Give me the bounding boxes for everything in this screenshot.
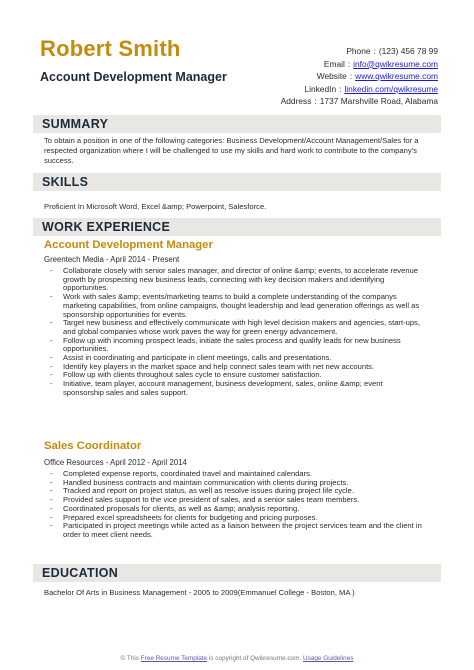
job-title: Account Development Manager <box>44 239 213 251</box>
candidate-name: Robert Smith <box>40 36 181 61</box>
contact-address: Address : 1737 Marshville Road, Alabama <box>280 96 438 107</box>
bullet-dash-icon: - <box>50 512 53 522</box>
bullet-dash-icon: - <box>50 521 53 531</box>
contact-website: Website : www.qwikresume.com <box>316 71 438 82</box>
list-item: - Provided sales support to the vice president of sales, and a senior sales team members. <box>50 495 360 505</box>
contact-block <box>228 45 438 108</box>
summary-header <box>33 115 441 133</box>
bullet-dash-icon: - <box>50 266 53 275</box>
website-link[interactable]: www.qwikresume.com <box>355 71 438 82</box>
job-title: Sales Coordinator <box>44 440 142 452</box>
bullet-dash-icon: - <box>50 361 53 371</box>
education-header <box>33 564 441 582</box>
list-item: - Coordinated proposals for clients, as well as &amp; analysis reporting. <box>50 503 300 513</box>
list-item: - Collaborate closely with senior sales manager, and director of online &amp; events, to accelerate revenue growth by prospecting new business leads, connecting with key decision makers and identifying opportunities. <box>50 266 418 293</box>
job-bullets <box>44 267 424 398</box>
list-item: - Prepared excel spreadsheets for clients for budgeting and pricing purposes. <box>50 512 318 522</box>
bullet-dash-icon: - <box>50 477 53 487</box>
candidate-title: Account Development Manager <box>40 70 227 84</box>
list-item: - Target new business and effectively communicate with high level decision makers and agencies, start-ups, and global companies whose work paves the way for green energy advancement. <box>50 318 420 336</box>
section-heading: SUMMARY <box>42 117 109 131</box>
skills-header <box>33 173 441 191</box>
address-value: 1737 Marshville Road, Alabama <box>319 96 438 107</box>
job-meta: Office Resources - April 2012 - April 2014 <box>44 458 187 467</box>
bullet-dash-icon: - <box>50 335 53 345</box>
skills-text: Proficient In Microsoft Word, Excel &amp; Powerpoint, Salesforce. <box>44 202 267 211</box>
bullet-dash-icon: - <box>50 486 53 496</box>
bullet-dash-icon: - <box>50 353 53 363</box>
bullet-dash-icon: - <box>50 370 53 380</box>
summary-text: To obtain a position in one of the following categories: Business Development/Account Management/Sales for a respected organization where I will be challenged to use my skills and hard work to contribute to the company's success. <box>44 136 419 165</box>
list-item: - Completed expense reports, coordinated travel and maintained calendars. <box>50 469 313 478</box>
bullet-dash-icon: - <box>50 469 53 478</box>
section-heading: WORK EXPERIENCE <box>42 220 171 234</box>
contact-email: Email : info@qwikresume.com <box>323 58 438 69</box>
bullet-dash-icon: - <box>50 318 53 328</box>
contact-linkedin: LinkedIn : linkedin.com/qwikresume <box>304 83 438 94</box>
list-item: - Initiative, team player, account management, business development, sales, online &amp; event sponsorship sales and sales support. <box>50 379 383 397</box>
bullet-dash-icon: - <box>50 292 53 302</box>
list-item: - Assist in coordinating and participate in client meetings, calls and presentations. <box>50 353 332 363</box>
section-heading: EDUCATION <box>42 566 119 580</box>
usage-guidelines-link[interactable]: Usage Guidelines <box>303 655 354 662</box>
list-item: - Follow up with incoming prospect leads, initiate the sales process and qualify leads for new business opportunities. <box>50 335 401 354</box>
footer: © This Free Resume Template is copyright of Qwikresume.com. Usage Guidelines <box>120 655 354 662</box>
job-bullets <box>44 470 424 540</box>
work-experience-header <box>33 218 441 236</box>
email-link[interactable]: info@qwikresume.com <box>353 58 438 69</box>
bullet-dash-icon: - <box>50 495 53 505</box>
free-resume-template-link[interactable]: Free Resume Template <box>140 655 208 662</box>
list-item: - Tracked and report on project status, as well as resolve issues during project life cycle. <box>50 486 354 496</box>
contact-phone: Phone : (123) 456 78 99 <box>346 46 438 56</box>
bullet-dash-icon: - <box>50 379 53 389</box>
job-meta: Greentech Media - April 2014 - Present <box>44 255 180 264</box>
bullet-dash-icon: - <box>50 503 53 513</box>
list-item: - Participated in project meetings while acted as a liaison between the project services team and the client in order to meet client needs. <box>50 521 422 539</box>
list-item: - Identify key players in the market space and help connect sales team with net new accounts. <box>50 361 375 371</box>
linkedin-link[interactable]: linkedin.com/qwikresume <box>344 83 438 94</box>
section-heading: SKILLS <box>42 175 89 189</box>
list-item: - Follow up with clients throughout sales cycle to ensure customer satisfaction. <box>50 370 322 380</box>
education-text: Bachelor Of Arts in Business Management - 2005 to 2009(Emmanuel College - Boston, MA ) <box>44 588 355 597</box>
list-item: - Work with sales &amp; events/marketing teams to build a complete understanding of the companys marketing capabilities, from online campaigns, thought leadership and lead generation offerings as well as sponsorship opportunities for events. <box>50 292 420 319</box>
phone-value: (123) 456 78 99 <box>378 46 438 56</box>
list-item: - Handled business contracts and maintain communication with clients during projects. <box>50 477 349 487</box>
